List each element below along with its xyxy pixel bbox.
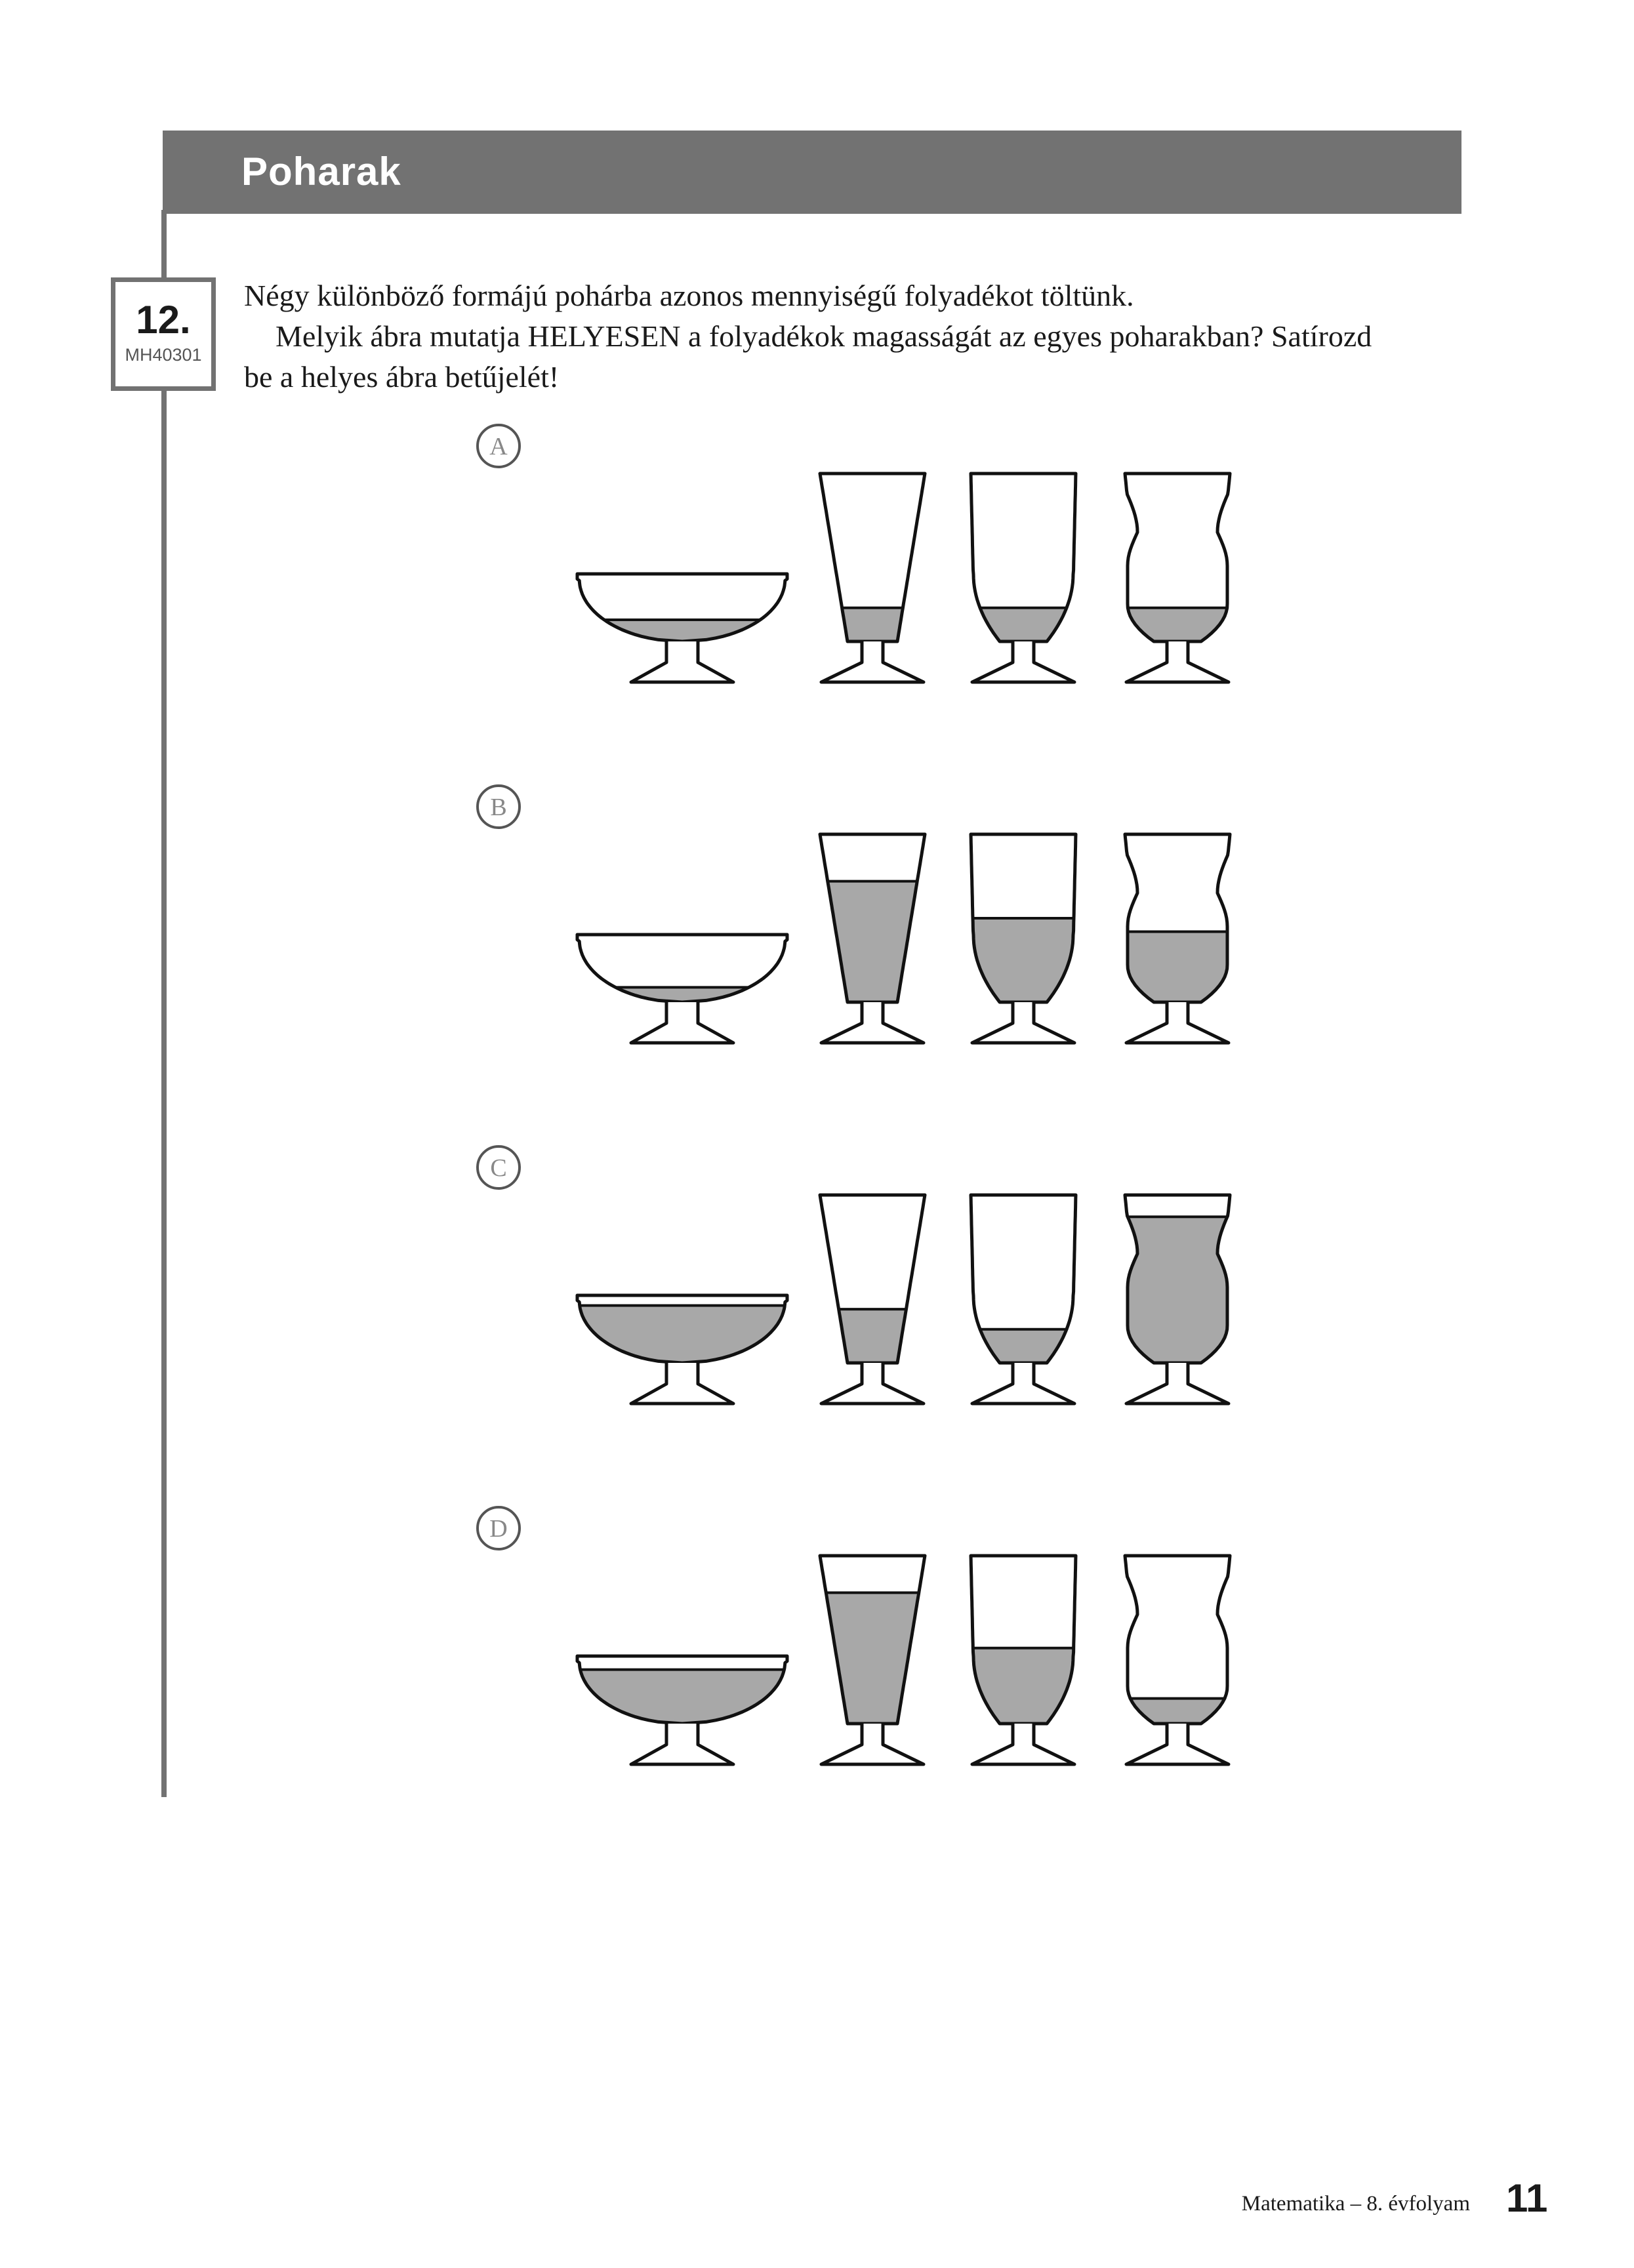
bowl-glass bbox=[577, 935, 787, 1043]
bowl-stem bbox=[631, 1002, 733, 1043]
glasses-figure bbox=[459, 407, 1273, 1797]
question-code: MH40301 bbox=[125, 345, 202, 365]
cone-glass bbox=[820, 834, 925, 1043]
option-letter-text: B bbox=[490, 794, 507, 821]
option-row-b bbox=[478, 786, 1230, 1043]
bowl-liquid bbox=[581, 1670, 785, 1724]
tulip-stem bbox=[972, 1724, 1074, 1764]
option-letter-a[interactable] bbox=[478, 425, 520, 467]
bowl-stem bbox=[631, 641, 733, 682]
bowl-liquid bbox=[580, 1305, 785, 1363]
question-number: 12. bbox=[136, 298, 191, 342]
cone-glass bbox=[820, 1556, 925, 1764]
option-letter-d[interactable] bbox=[478, 1507, 520, 1549]
option-letter-text: C bbox=[490, 1154, 507, 1182]
tulip-glass bbox=[971, 1195, 1076, 1404]
section-title: Poharak bbox=[241, 150, 401, 193]
option-letter-b[interactable] bbox=[478, 786, 520, 828]
cone-liquid bbox=[842, 608, 903, 641]
bowl-glass bbox=[577, 1656, 787, 1764]
question-text bbox=[244, 275, 1464, 397]
tulip-stem bbox=[972, 641, 1074, 682]
bowl-glass bbox=[577, 1295, 787, 1404]
left-margin-rule bbox=[161, 210, 167, 1797]
cone-stem bbox=[821, 641, 924, 682]
bowl-stem bbox=[631, 1724, 733, 1764]
hurricane-liquid bbox=[1130, 1699, 1225, 1724]
tulip-liquid bbox=[980, 608, 1067, 641]
tulip-stem bbox=[972, 1363, 1074, 1404]
hurricane-stem bbox=[1126, 1724, 1229, 1764]
option-row-c bbox=[478, 1146, 1230, 1404]
option-row-d bbox=[478, 1507, 1230, 1764]
option-letter-text: D bbox=[489, 1515, 508, 1543]
option-letter-c[interactable] bbox=[478, 1146, 520, 1188]
hurricane-stem bbox=[1126, 641, 1229, 682]
cone-liquid bbox=[828, 881, 917, 1002]
cone-liquid bbox=[826, 1592, 919, 1724]
tulip-liquid bbox=[973, 918, 1074, 1002]
bowl-stem bbox=[631, 1363, 733, 1404]
cone-glass bbox=[820, 474, 925, 682]
question-line-1: Négy különböző formájú pohárba azonos mennyiségű folyadékot töltünk. bbox=[244, 279, 1134, 312]
cone-stem bbox=[821, 1002, 924, 1043]
question-number-box bbox=[111, 277, 216, 391]
hurricane-glass bbox=[1125, 1195, 1230, 1404]
question-line-3: be a helyes ábra betűjelét! bbox=[244, 360, 560, 394]
section-header bbox=[163, 131, 1461, 214]
tulip-liquid bbox=[980, 1329, 1067, 1363]
footer-label: Matematika – 8. évfolyam bbox=[1241, 2192, 1470, 2216]
tulip-glass bbox=[971, 1556, 1076, 1764]
hurricane-stem bbox=[1126, 1363, 1229, 1404]
tulip-glass bbox=[971, 474, 1076, 682]
option-letter-text: A bbox=[489, 433, 508, 460]
cone-liquid bbox=[839, 1309, 907, 1363]
option-row-a bbox=[478, 425, 1230, 682]
hurricane-glass bbox=[1125, 834, 1230, 1043]
tulip-glass bbox=[971, 834, 1076, 1043]
hurricane-liquid bbox=[1128, 608, 1227, 641]
tulip-stem bbox=[972, 1002, 1074, 1043]
page-number: 11 bbox=[1506, 2176, 1548, 2220]
hurricane-liquid bbox=[1128, 1217, 1227, 1363]
cone-stem bbox=[821, 1363, 924, 1404]
hurricane-glass bbox=[1125, 474, 1230, 682]
bowl-glass bbox=[577, 574, 787, 682]
hurricane-stem bbox=[1126, 1002, 1229, 1043]
tulip-liquid bbox=[973, 1648, 1073, 1724]
cone-glass bbox=[820, 1195, 925, 1404]
hurricane-glass bbox=[1125, 1556, 1230, 1764]
question-line-2: Melyik ábra mutatja HELYESEN a folyadékok magasságát az egyes poharakban? Satírozd bbox=[276, 319, 1372, 353]
cone-stem bbox=[821, 1724, 924, 1764]
